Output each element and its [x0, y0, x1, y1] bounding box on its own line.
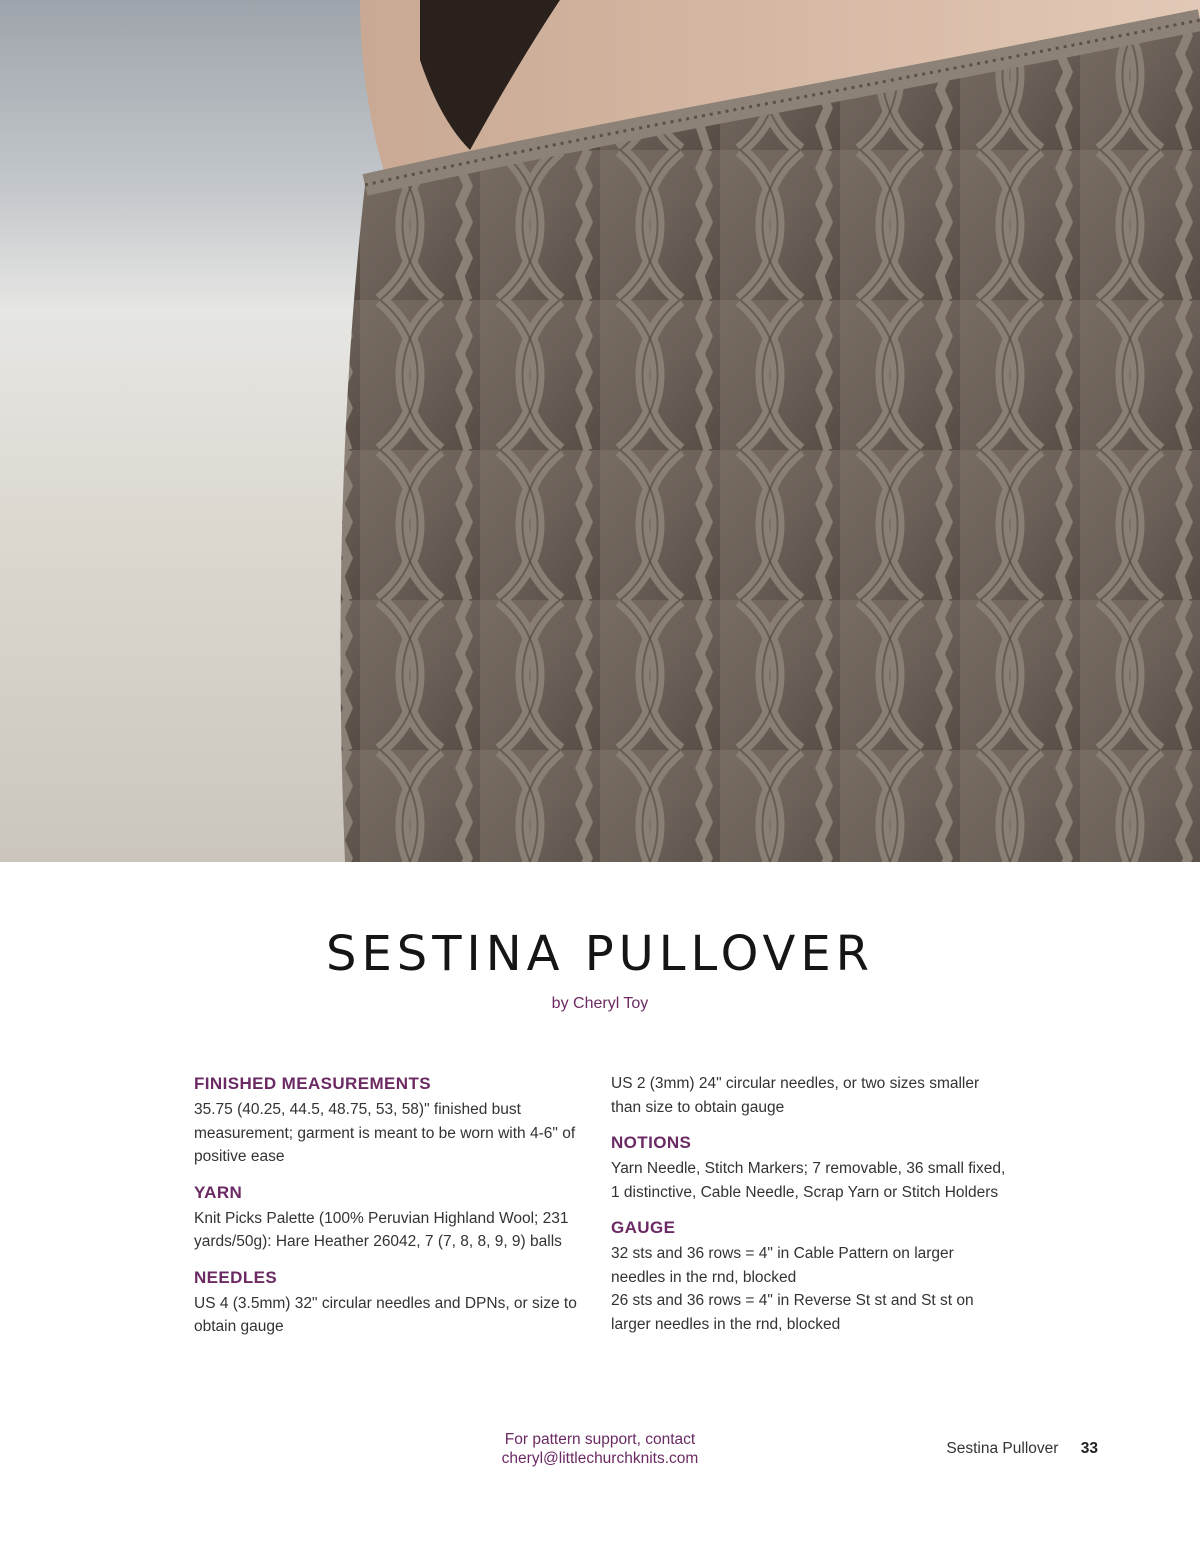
pattern-title: SESTINA PULLOVER — [325, 926, 875, 982]
section-yarn — [194, 1181, 584, 1254]
section-heading: NOTIONS — [611, 1133, 692, 1152]
section-heading: FINISHED MEASUREMENTS — [194, 1074, 431, 1093]
section-notions — [611, 1131, 1011, 1204]
details-column-left — [194, 1072, 584, 1351]
section-text: US 4 (3.5mm) 32" circular needles and DPNs, or size to obtain gauge — [194, 1294, 577, 1335]
section-heading: NEEDLES — [194, 1267, 278, 1287]
page-footer — [946, 1440, 1098, 1458]
page-number: 33 — [1080, 1440, 1098, 1457]
section-text: Yarn Needle, Stitch Markers; 7 removable, 36 small fixed, 1 distinctive, Cable Needle, Scrap Yarn or Stitch Holders — [611, 1160, 1006, 1201]
contact-email-link[interactable]: cheryl@littlechurchknits.com — [501, 1450, 699, 1467]
section-gauge — [611, 1216, 1011, 1336]
section-text: 32 sts and 36 rows = 4" in Cable Pattern on larger needles in the rnd, blocked — [611, 1245, 954, 1286]
section-heading: GAUGE — [611, 1218, 676, 1237]
section-text: Knit Picks Palette (100% Peruvian Highland Wool; 231 yards/50g): Hare Heather 26042, 7 (7, 8, 8, 9, 9) balls — [194, 1209, 569, 1250]
needles-continuation-text: US 2 (3mm) 24" circular needles, or two sizes smaller than size to obtain gauge — [611, 1075, 980, 1116]
section-heading: YARN — [194, 1182, 243, 1202]
contact-line: For pattern support, contact — [504, 1431, 696, 1448]
details-column-right — [611, 1072, 1011, 1348]
section-text-secondary: 26 sts and 36 rows = 4" in Reverse St st and St st on larger needles in the rnd, blocked — [611, 1292, 974, 1333]
designer-byline: by Cheryl Toy — [551, 995, 649, 1012]
section-needles — [194, 1266, 584, 1339]
section-text: 35.75 (40.25, 44.5, 48.75, 53, 58)" finished bust measurement; garment is meant to be worn with 4-6" of positive ease — [194, 1101, 576, 1165]
footer-page-label: Sestina Pullover — [946, 1440, 1059, 1457]
section-finished-measurements — [194, 1072, 584, 1169]
